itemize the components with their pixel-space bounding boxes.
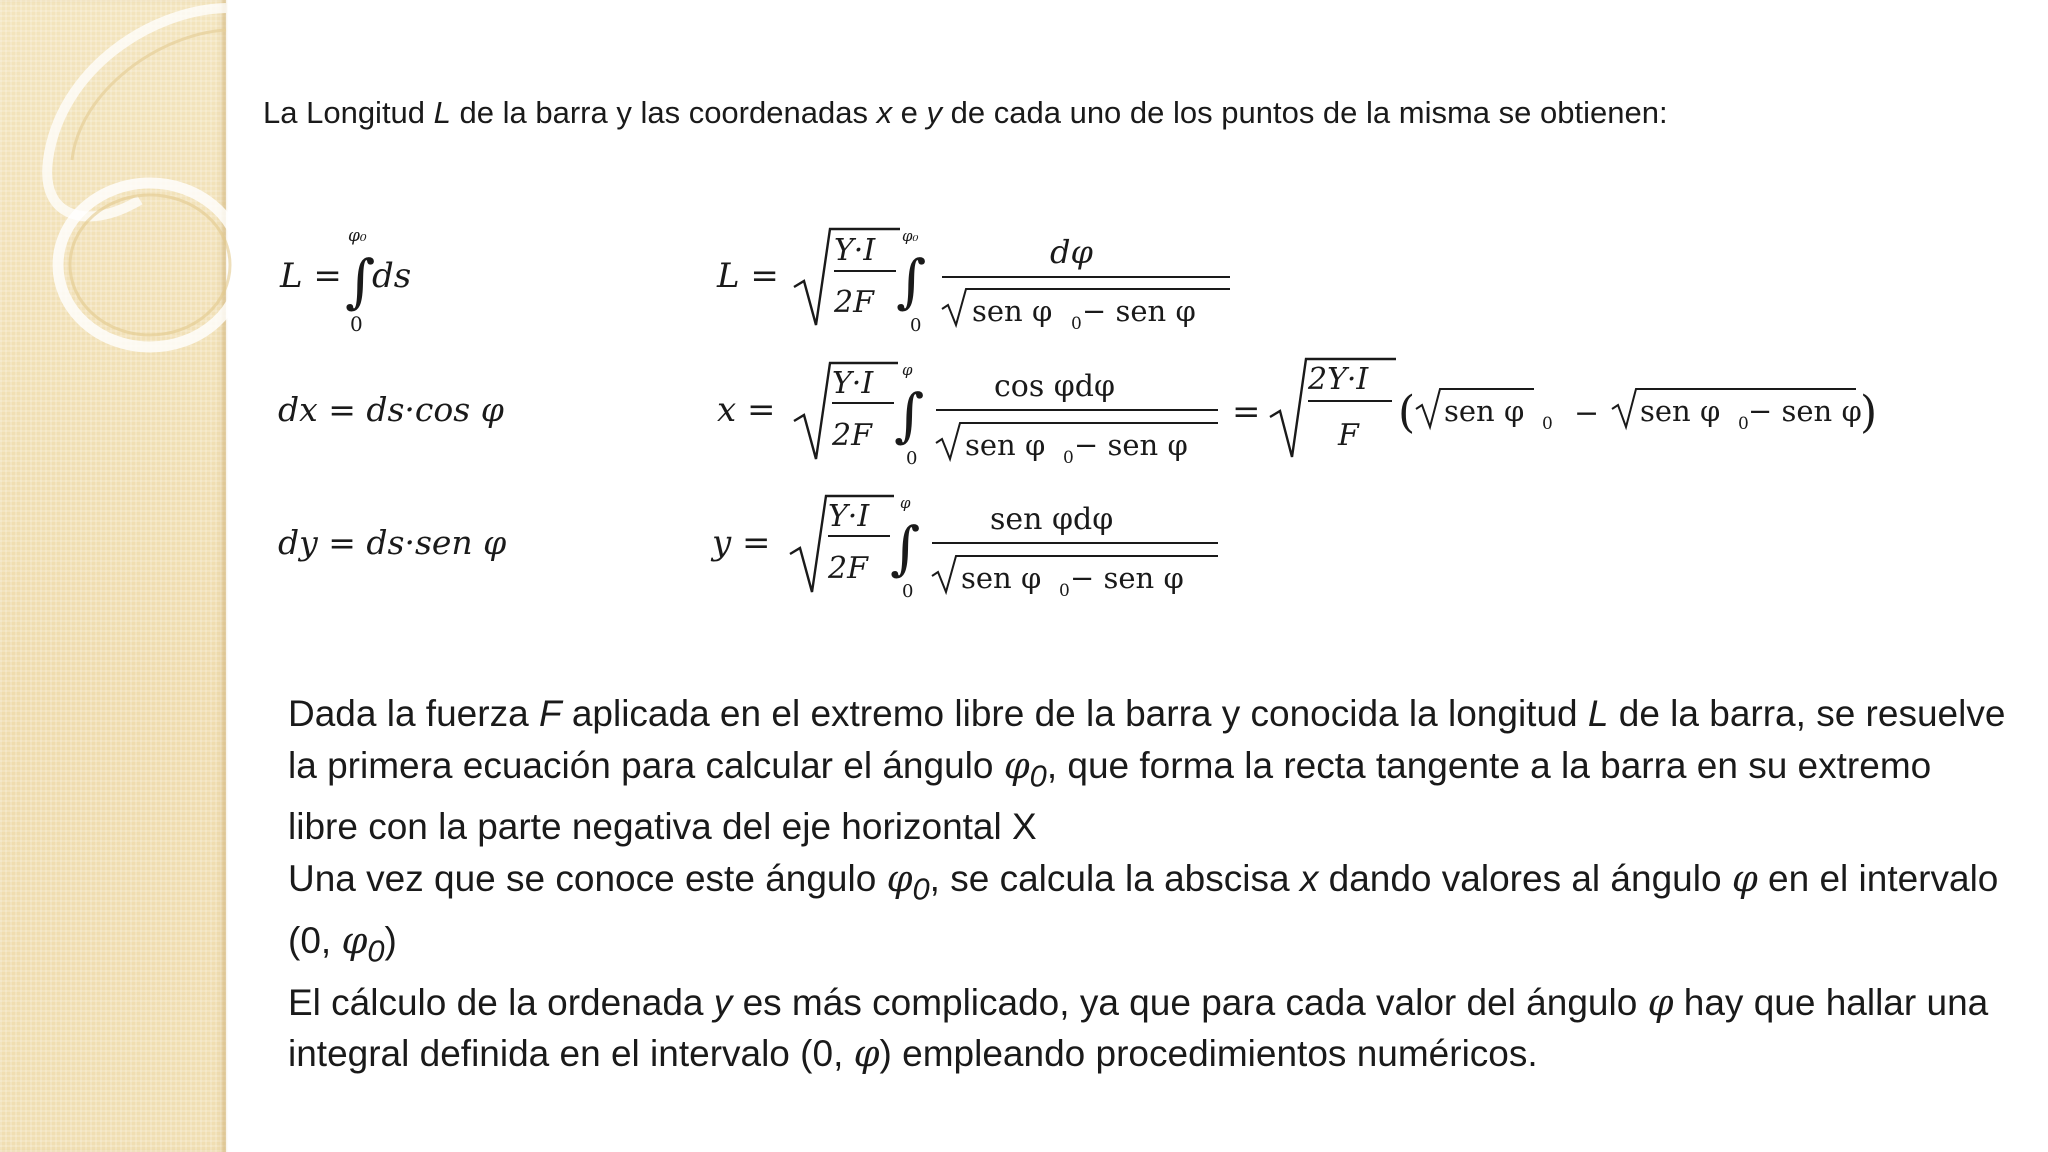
rad2-num: 2Y·I [1308,362,1369,397]
minus-sign: − [1574,396,1600,431]
intro-text: de la barra y las coordenadas [450,95,877,130]
radicand-den: 2F [828,551,868,586]
den-sub0: 0 [1059,581,1070,601]
den-sub0: 0 [1063,448,1074,468]
var-phi: φ [1731,856,1758,900]
intro-text: La Longitud [263,95,434,130]
var-phi: φ [1003,743,1030,787]
integral-upper: φ₀ [348,226,367,246]
integral-sign: ∫ [890,514,921,582]
ring-top-inner [72,30,226,160]
text-run: es más complicado, ya que para cada valor del ángulo [732,981,1648,1023]
eqy-numerator: sen φdφ [990,502,1114,537]
integral-sign: ∫ [894,381,925,449]
den-sen: sen φ [972,294,1053,328]
equals-sign: = [1232,392,1261,432]
eq-x [717,359,1877,469]
radicand-den: 2F [832,418,872,453]
rad2-den: F [1338,418,1359,453]
ring-middle [58,183,242,347]
text-run: Una vez que se conoce este ángulo [288,857,887,899]
var-x: x [1299,857,1319,899]
close-paren: ) [1860,387,1878,438]
explanation-text [288,688,2008,1080]
text-run: El cálculo de la ordenada [288,981,714,1023]
eq-y [710,494,1218,602]
eqx-lhs: x = [717,390,776,430]
minus-sen-phi: − sen φ [1748,394,1862,428]
den-minus-sen: − sen φ [1070,561,1184,595]
integral-upper: φ [902,361,913,379]
integral-sign: ∫ [896,247,927,315]
den-sen: sen φ [961,561,1042,595]
paragraph-2 [288,853,2008,977]
integral-sign: ∫ [345,247,376,315]
var-y: y [926,95,943,130]
intro-text: de cada uno de los puntos de la misma se obtienen: [942,95,1668,130]
eq1-ds: ds [372,256,412,296]
intro-sentence [263,93,1963,133]
integral-upper: φ [900,494,911,512]
integral-lower: 0 [910,315,922,336]
sub0: 0 [1738,414,1749,434]
open-paren: ( [1398,387,1416,438]
ring-middle-shade [70,195,230,335]
eq1-lhs: L = [280,256,342,296]
var-F: F [538,693,562,734]
eq3-lhs: dy = ds·sen φ [278,523,507,562]
var-L: L [1587,693,1609,734]
var-y: y [713,981,733,1023]
eqy-lhs: y = [712,523,771,563]
integral-upper: φ₀ [902,227,919,245]
sen-phi0: sen φ [1444,394,1525,428]
intro-text: e [892,95,927,130]
equations-block [260,205,2020,625]
text-run: , se calcula la abscisa [929,857,1300,899]
var-phi: φ [886,856,913,900]
paragraph-3 [288,977,2008,1080]
text-run: dando valores al ángulo [1318,857,1732,899]
eqL-lhs: L = [717,256,779,296]
subscript-0: 0 [912,871,930,907]
var-phi: φ [341,918,368,962]
eqx-numerator: cos φdφ [994,369,1116,404]
eq-L [716,227,1230,336]
radicand-num: Y·I [832,366,874,401]
subscript-0: 0 [367,933,385,969]
text-run: hay que hallar una integral definida en el intervalo (0, [288,981,1989,1075]
var-L: L [433,95,451,130]
decorative-rings [0,0,300,460]
text-run: aplicada en el extremo libre de la barra y conocida la longitud [561,693,1588,734]
var-phi: φ [853,1032,880,1076]
eqL-numerator: dφ [1050,233,1093,271]
text-run: de la barra, se resuelve la primera ecuación para calcular el ángulo [288,693,2006,786]
var-x: x [876,95,893,130]
radicand-den: 2F [834,285,874,320]
integral-lower: 0 [350,312,363,336]
radicand-num: Y·I [828,499,870,534]
sub0: 0 [1542,414,1553,434]
eq2-lhs: dx = ds·cos φ [278,390,504,429]
den-minus-sen: − sen φ [1074,428,1188,462]
sen-phi0: sen φ [1640,394,1721,428]
den-minus-sen: − sen φ [1082,294,1196,328]
integral-lower: 0 [902,581,914,602]
text-run: , que forma la recta tangente a la barra en su extremo libre con la parte negativa del eje horizontal X [288,744,1932,848]
den-sen: sen φ [965,428,1046,462]
radicand-num: Y·I [834,233,876,268]
den-sub0: 0 [1071,314,1082,334]
text-run: Dada la fuerza [288,693,539,734]
var-phi: φ [1647,980,1674,1024]
paragraph-1 [288,688,2008,853]
text-run: en el intervalo (0, [288,857,1999,961]
integral-lower: 0 [906,448,918,469]
text-run: ) empleando procedimientos numéricos. [879,1033,1538,1075]
subscript-0: 0 [1029,757,1047,793]
text-run: ) [384,919,397,961]
